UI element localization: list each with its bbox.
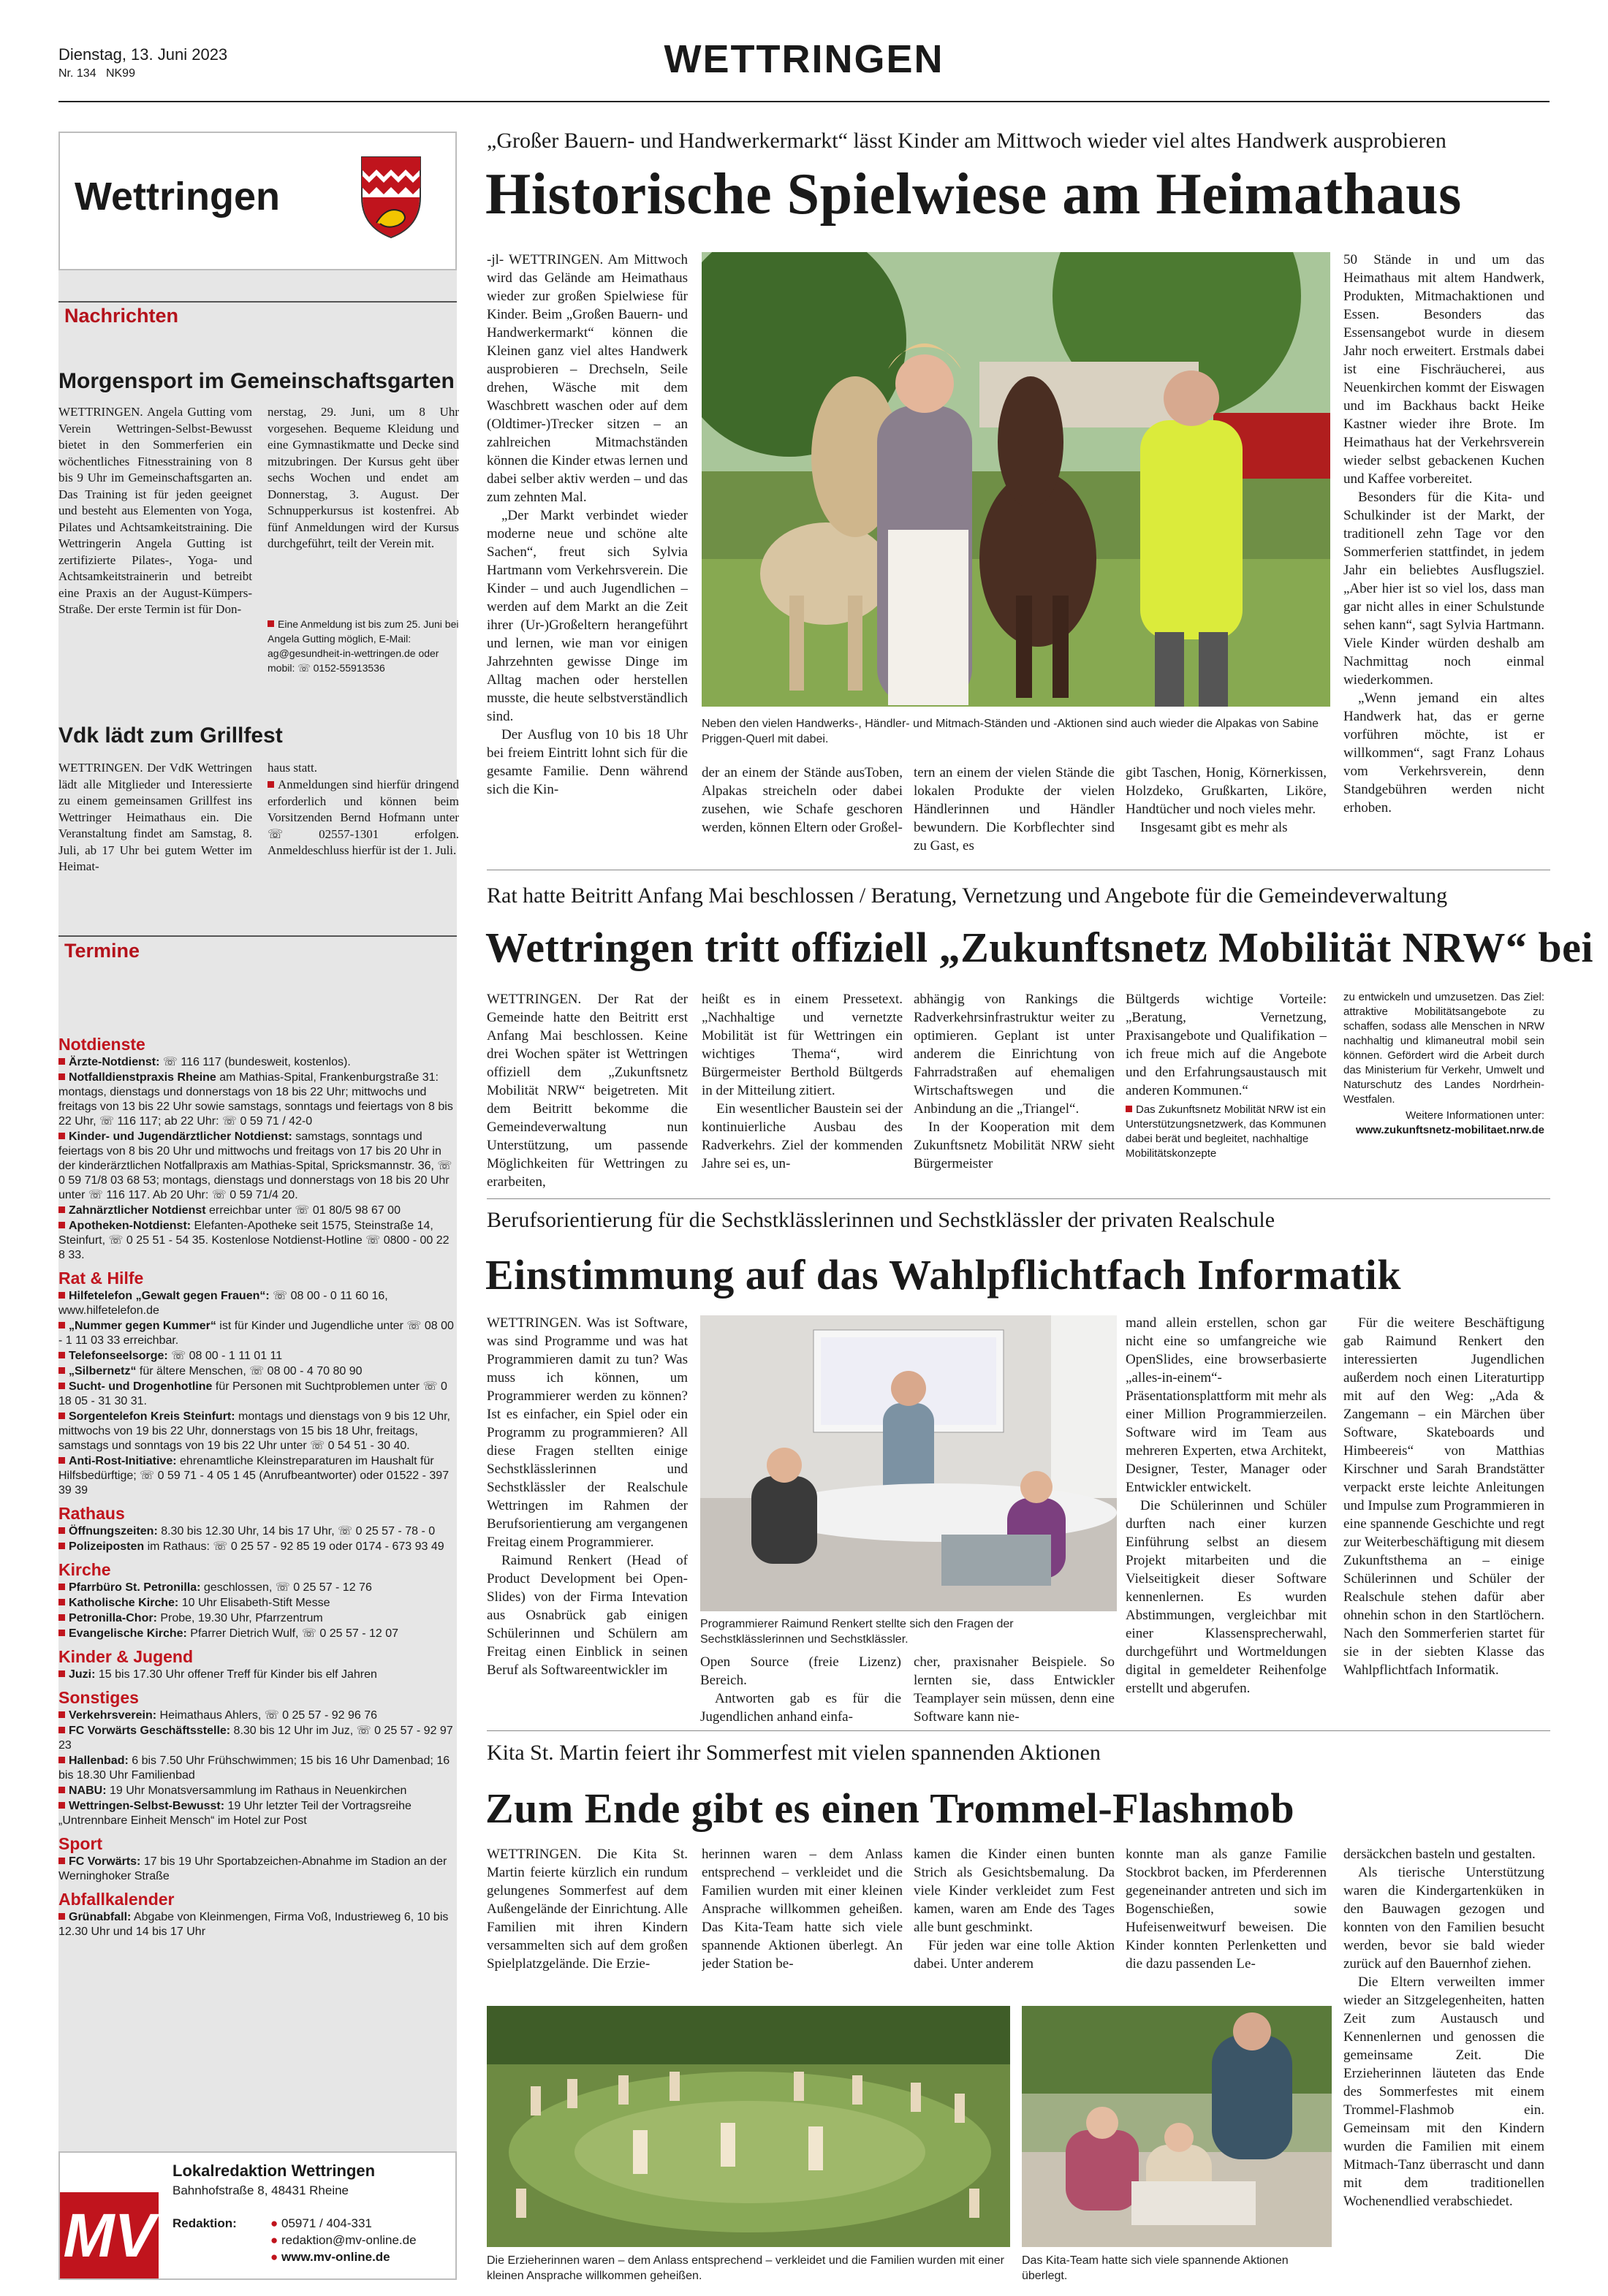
article3-caption: Programmierer Raimund Renkert stellte sich den Fragen der Sechstklässlerinnen und Sechstklässler. — [700, 1618, 1014, 1646]
sonstiges-item: NABU: 19 Uhr Monatsversammlung im Rathaus in Neuenkirchen — [58, 1784, 457, 1798]
vdk-col2a: haus statt. — [268, 761, 317, 775]
article4-caption2: Das Kita-Team hatte sich viele spannende Aktionen überlegt. — [1022, 2254, 1289, 2282]
kirche-heading: Kirche — [58, 1560, 111, 1579]
article3-c1: WETTRINGEN. Was ist Software, was sind Programme und was hat Programmieren damit zu tun? Was muss ich können, um Programmierer werden zu können? Ist es einfacher, ein Spiel oder ein Programm zu programmieren? All diese Fragen stellten einige Sechstklässlerinnen und Sechstklässler der Realschule Wettringen im Rahmen der Berufsorientierung am vergangenen Freitag einem Programmierer. Raimund Renkert (Head of Product Development bei Open-Slides) von der Firma Intevation aus Osnabrück gab einigen Schülerinnen und Schülern am Freitag einen Einblick in seinen Beruf als Softwareentwickler im — [487, 1315, 688, 1678]
footer-address: Bahnhofstraße 8, 48431 Rheine — [172, 2183, 349, 2197]
rathaus-item: Polizeiposten im Rathaus: ☏ 0 25 57 - 92 85 19 oder 0174 - 673 93 49 — [58, 1540, 457, 1554]
rat-item: „Nummer gegen Kummer“ ist für Kinder und Jugendliche unter ☏ 08 00 - 1 11 03 33 erreichbar. — [58, 1320, 454, 1347]
kinder-list — [58, 1668, 457, 1682]
article4-c4: konnte man als ganze Familie Stockbrot backen, im Pferderennen gegeneinander antreten und sich im Bogenschießen, sowie Hufeisenweitwurf beweisen. Die Kinder konnten Perlenketten und die dazu passenden Le- — [1126, 1847, 1327, 1972]
rat-item: Sucht- und Drogenhotline für Personen mit Suchtproblemen unter ☏ 0 18 05 - 31 30 31. — [58, 1380, 447, 1407]
article2-c1: WETTRINGEN. Der Rat der Gemeinde hatte den Beitritt erst Anfang Mai beschlossen. Keine drei Wochen später ist Wettringen offiziell dem „Zukunftsnetz Mobilität NRW“ beigetreten. Mit dem Beitritt bekomme die Gemeindeverwaltung nun Unterstützung, um passende Möglichkeiten für Wettringen zu erarbeiten, — [487, 992, 688, 1190]
article2-c2: heißt es in einem Pressetext. „Nachhaltige und vernetzte Mobilität ist für Wettringen ein wichtiges Thema“, wird Bürgermeister Berthold Bültgerds in der Mitteilung zitiert. Ein wesentlicher Baustein sei der kontinuierliche Ausbau des Radverkehrs. Ziel der kommenden Jahre sei es, un- — [702, 992, 903, 1171]
sonstiges-list — [58, 1708, 457, 1828]
article2-c5: zu entwickeln und umzusetzen. Das Ziel: attraktive Mobilitätsangebote zu schaffen, sodass alle Menschen in NRW nachhaltig und klimaneutral mobil sein können. Gefördert wird die Arbeit durch das Ministerium für Verkehr, Umwelt und Naturschutz des Landes Nordrhein-Westfalen. Weitere Informationen unter: www.zukunftsnetz-mobilitaet.nrw.de — [1343, 991, 1544, 1136]
article3-headline: Einstimmung auf das Wahlpflichtfach Informatik — [485, 1251, 1402, 1299]
sport-list — [58, 1855, 457, 1884]
article3-c3: mand allein erstellen, schon gar nicht eine so umfangreiche wie OpenSlides, eine browserbasierte „alles-in-einem“-Präsentationsplattform mit mehr als einer Million Programmierzeilen. Software wird im Team aus mehreren Experten, etwa Architekt, Designer, Tester, Manager oder Entwickler entwickelt. Die Schülerinnen und Schüler durften nach einer kurzen Einführung selbst an diesem Projekt mitarbeiten und die Vielseitigkeit dieser Software kennenlernen. Es wurden Abstimmungen, vergleichbar mit einer Klassensprecherwahl, durchgeführt und Wortmeldungen digital in gemeldeter Reihenfolge erstellt und abgerufen. — [1126, 1315, 1327, 1696]
abfall-heading: Abfallkalender — [58, 1890, 175, 1909]
kirche-list — [58, 1581, 457, 1641]
notdienste-heading: Notdienste — [58, 1035, 145, 1054]
kirche-item: Evangelische Kirche: Pfarrer Dietrich Wulf, ☏ 0 25 57 - 12 07 — [58, 1627, 457, 1641]
article3-c4: Für die weitere Beschäftigung gab Raimund Renkert den interessierten Jugendlichen außerdem noch einen Literaturtipp mit auf den Weg: „Ada & Zangemann – ein Märchen über Software, Skateboards und Himbeereis“ von Matthias Kirschner und Sarah Brandstätter verpackt erste leichte Anleitungen und Impulse zum Programmieren in eine spannende Geschichte und regt zur Weiterbeschäftigung mit diesem Zukunftsthema an – einige Schülerinnen und Schüler der Realschule stehen dafür aber ohnehin schon in den Startlöchern. Nach den Sommerferien startet für sie in der siebten Klasse das Wahlpflichtfach Informatik. — [1343, 1315, 1544, 1678]
section-title: WETTRINGEN — [664, 37, 944, 81]
rathaus-heading: Rathaus — [58, 1504, 125, 1523]
vdk-title: Vdk lädt zum Grillfest — [58, 723, 283, 748]
morgensport-note: Eine Anmeldung ist bis zum 25. Juni bei Angela Gutting möglich, E-Mail: ag@gesundheit-in-wettringen.de oder mobil: ☏ 0152-55913536 — [268, 618, 459, 674]
footer-web[interactable]: ● www.mv-online.de — [270, 2250, 390, 2264]
notdienste-item: Ärzte-Notdienst: ☏ 116 117 (bundesweit, kostenlos). — [58, 1055, 457, 1070]
article1-b1: der an einem der Stände ausToben, Alpakas streicheln oder dabei zusehen, wie Schafe geschoren werden, können Eltern oder Großel- — [702, 765, 903, 835]
article1-colR: 50 Stände in und um das Heimathaus mit altem Handwerk, Produkten, Mitmachaktionen und Essen. Besonders das Essensangebot wurde in diesem Jahr noch erweitert. Erstmals dabei ist eine Fischräucherei, aus Neuenkirchen kommt der Eiswagen und im Backhaus backt Heike Kastner wieder ihre Brote. Im Heimathaus hat der Verkehrsverein wieder selbst gebackenen Kuchen und Kaffee vorbereitet. Besonders für die Kita- und Schulkinder ist der Markt, der traditionell zehn Tage vor den Sommerferien stattfindet, in jedem Jahr ein beliebtes Ausflugsziel. „Aber hier ist so viel los, dass man gar nicht alles in einer Schulstunde sehen kann“, sagt Sylvia Hartmann. Viele Kinder würden deshalb am Nachmittag noch einmal wiederkommen. „Wenn jemand ein altes Handwerk hat, das er gerne vorführen möchte, ist er willkommen“, sagt Franz Lohaus vom Verkehrsverein, denn Standgebühren werden nicht erhoben. — [1343, 252, 1544, 816]
kirche-item: Katholische Kirche: 10 Uhr Elisabeth-Stift Messe — [58, 1596, 457, 1611]
notdienste-item: Kinder- und Jugendärztlicher Notdienst: samstags, sonntags und feiertags von 8 bis 20 Uhr und mittwochs und freitags von 17 bis 20 Uhr in der kinderärztlichen Notfallpraxis am Mathias-Spital, Spricksmannstr. 36, ☏ 0 59 71/8 03 68 53; montags, dienstags und donnerstags von 18 bis 20 Uhr unter ☏ 116 117. Ab 20 Uhr: ☏ 0 59 71/4 20. — [58, 1130, 452, 1201]
article2-c3: abhängig von Rankings die Radverkehrsinfrastruktur weiter zu optimieren. Geplant ist unter anderem die Einrichtung von Fahrradstraßen auf ehemaligen Wirtschaftswegen und die Anbindung an die „Triangel“. In der Kooperation mit dem Zukunftsnetz Mobilität NRW sieht Bürgermeister — [914, 992, 1115, 1171]
article3-kicker: Berufsorientierung für die Sechstklässlerinnen und Sechstklässler der privaten Realschule — [487, 1208, 1275, 1232]
article2-c4: Bültgerds wichtige Vorteile: „Beratung, Vernetzung, Praxisangebote und Qualifikation – ich freue mich auf die Angebote und den Erfahrungsaustausch mit anderen Kommunen.“ Das Zukunftsnetz Mobilität NRW ist ein Unterstützungsnetzwerk, das Kommunen dabei berät und begleitet, nachhaltige Mobilitätskonzepte — [1126, 992, 1327, 1160]
rat-item: Sorgentelefon Kreis Steinfurt: montags und dienstags von 9 bis 12 Uhr, mittwochs von 19 bis 22 Uhr, donnerstags von 15 bis 18 Uhr, freitags, samstags und sonntags von 19 bis 22 Uhr unter ☏ 0 54 51 - 30 40. — [58, 1410, 450, 1452]
morgensport-col2: nerstag, 29. Juni, um 8 Uhr vorgesehen. Bequeme Kleidung und eine Gymnastikmatte und Decke sind mitzubringen. Der Kursus geht über sechs Wochen und endet am Donnerstag, 3. August. Der Schnupperkursus ist kostenfrei. Ab fünf Anmeldungen wird der Kursus durchgeführt, teilt der Verein mit. — [268, 405, 459, 550]
footer-title: Lokalredaktion Wettringen — [172, 2162, 376, 2180]
article4-c2: herinnen waren – dem Anlass entsprechend – verkleidet und die Familien wurden mit einer kleinen Ansprache willkommen geheißen. Das Kita-Team hatte sich viele spannende Aktionen überlegt. An jeder Station be- — [702, 1847, 903, 1972]
mv-logo: MV — [60, 2192, 159, 2278]
sidebar-title: Wettringen — [75, 175, 280, 218]
rat-heading: Rat & Hilfe — [58, 1269, 144, 1288]
article4-c1: WETTRINGEN. Die Kita St. Martin feierte kürzlich ein rundum gelungenes Sommerfest auf dem Außengelände der Einrichtung. Alle Familien mit ihren Kindern versammelten sich auf dem großen Spielplatzgelände. Die Erzie- — [487, 1847, 688, 1972]
article3-rule — [487, 1198, 1550, 1199]
notdienste-section — [58, 1030, 457, 1940]
sonstiges-item: Verkehrsverein: Heimathaus Ahlers, ☏ 0 25 57 - 92 96 76 — [58, 1708, 457, 1723]
sport-item: FC Vorwärts: 17 bis 19 Uhr Sportabzeichen-Abnahme im Stadion an der Werninghoker Straße — [58, 1855, 447, 1882]
kirche-item: Pfarrbüro St. Petronilla: geschlossen, ☏ 0 25 57 - 12 76 — [58, 1581, 457, 1595]
coat-of-arms-icon — [358, 153, 424, 241]
sonstiges-item: Wettringen-Selbst-Bewusst: 19 Uhr letzter Teil der Vortragsreihe „Untrennbare Einheit Mensch“ im Hotel zur Post — [58, 1800, 412, 1827]
article4-c3: kamen die Kinder einen bunten Strich als Gesichtsbemalung. Da viele Kinder verkleidet zum Fest kamen, waren am Ende des Tages alle bunt geschminkt. Für jeden war eine tolle Aktion dabei. Unter anderem — [914, 1847, 1115, 1972]
sonstiges-item: Hallenbad: 6 bis 7.50 Uhr Frühschwimmen; 15 bis 16 Uhr Damenbad; 16 bis 18.30 Uhr Familienbad — [58, 1755, 450, 1782]
vdk-col1: WETTRINGEN. Der VdK Wettringen lädt alle Mitglieder und Interessierte zu einem gemeinsamen Grillfest ins Wettringer Heimathaus ein. Die Veranstaltung findet am Samstag, 8. Juli, ab 17 Uhr bei gutem Wetter im Heimat- — [58, 761, 252, 873]
rathaus-list — [58, 1524, 457, 1554]
sonstiges-heading: Sonstiges — [58, 1688, 139, 1707]
termine-heading: Termine — [64, 940, 140, 962]
rat-item: Anti-Rost-Initiative: ehrenamtliche Kleinstreparaturen im Haushalt für Hilfsbedürftige; ☏ 0 59 71 - 4 05 1 45 (Anrufbeantworter) oder 01522 - 397 39 39 — [58, 1455, 450, 1497]
article3-b1: Open Source (freie Lizenz) Bereich. Antworten gab es für die Jugendlichen anhand einfa- — [700, 1654, 901, 1725]
kinder-item: Juzi: 15 bis 17.30 Uhr offener Treff für Kinder bis elf Jahren — [58, 1668, 457, 1682]
vdk-col2b: Anmeldungen sind hierfür dringend erforderlich und können beim Vorsitzenden Bernd Hofmann unter ☏ 02557-1301 erfolgen. Anmeldeschluss hierfür ist der 1. Juli. — [268, 778, 459, 857]
notdienste-item: Apotheken-Notdienst: Elefanten-Apotheke seit 1575, Steinstraße 14, Steinfurt, ☏ 0 25 51 - 54 35. Kostenlose Notdienst-Hotline ☏ 0800 - 00 22 8 33. — [58, 1220, 450, 1261]
article1-headline: Historische Spielwiese am Heimathaus — [485, 162, 1462, 227]
article4-kicker: Kita St. Martin feiert ihr Sommerfest mit vielen spannenden Aktionen — [487, 1741, 1101, 1765]
morgensport-col1: WETTRINGEN. Angela Gutting vom Verein Wettringen-Selbst-Bewusst bietet in den Sommerferien ein wöchentliches Fitnesstraining von 8 bis 9 Uhr im Gemeinschaftsgarten an. Das Training ist für jeden geeignet und besteht aus Elementen von Yoga, Pilates und Achtsamkeitstraining. Die Wettringerin Angela Gutting ist zertifizierte Pilates-, Yoga- und Achtsamkeitstrainerin und betreibt eine Praxis an der August-Kümpers-Straße. Der erste Termin ist für Don- — [58, 405, 252, 616]
article4-rule — [487, 1730, 1550, 1731]
sport-heading: Sport — [58, 1834, 103, 1853]
abfall-item: Grünabfall: Abgabe von Kleinmengen, Firma Voß, Industrieweg 6, 10 bis 12.30 Uhr und 14 bis 17 Uhr — [58, 1911, 449, 1938]
rat-list — [58, 1289, 457, 1498]
notdienste-item: Zahnärztlicher Notdienst erreichbar unter ☏ 01 80/5 98 67 00 — [58, 1204, 457, 1218]
issue-date: Dienstag, 13. Juni 2023 — [58, 45, 228, 64]
flashmob-photo — [487, 2006, 1010, 2247]
header-rule — [58, 101, 1550, 102]
article2-kicker: Rat hatte Beitritt Anfang Mai beschlossen / Beratung, Vernetzung und Angebote für die Gemeindeverwaltung — [487, 883, 1448, 908]
kirche-item: Petronilla-Chor: Probe, 19.30 Uhr, Pfarrzentrum — [58, 1611, 457, 1626]
kinder-heading: Kinder & Jugend — [58, 1647, 194, 1666]
article1-b3: gibt Taschen, Honig, Körnerkissen, Holzdeko, Grußkarten, Liköre, Handtücher und noch vieles mehr. Insgesamt gibt es mehr als — [1126, 765, 1327, 835]
rathaus-item: Öffnungszeiten: 8.30 bis 12.30 Uhr, 14 bis 17 Uhr, ☏ 0 25 57 - 78 - 0 — [58, 1524, 457, 1539]
nachrichten-heading: Nachrichten — [64, 305, 179, 327]
article4-caption1: Die Erzieherinnen waren – dem Anlass entsprechend – verkleidet und die Familien wurden mit einer kleinen Ansprache willkommen geheißen. — [487, 2254, 1004, 2282]
rat-item: Telefonseelsorge: ☏ 08 00 - 1 11 01 11 — [58, 1349, 457, 1364]
sonstiges-item: FC Vorwärts Geschäftsstelle: 8.30 bis 12 Uhr im Juz, ☏ 0 25 57 - 92 97 23 — [58, 1725, 453, 1752]
article3-b2: cher, praxisnaher Beispiele. So lernten sie, dass Entwickler Teamplayer sein müssen, denn eine Software kann nie- — [914, 1654, 1115, 1725]
notdienste-item: Notfalldienstpraxis Rheine am Mathias-Spital, Frankenburgstraße 31: montags, dienstags und donnerstags von 18 bis 22 Uhr; mittwochs und freitags von 13 bis 22 Uhr sowie samstags, sonntags und feiertags von 8 bis 22 Uhr, ☏ 116 117; ab 22 Uhr: ☏ 0 59 71 / 42-0 — [58, 1071, 453, 1128]
footer-phone: ● 05971 / 404-331 — [270, 2216, 372, 2230]
rat-item: „Silbernetz“ für ältere Menschen, ☏ 08 00 - 4 70 80 90 — [58, 1364, 457, 1379]
abfall-list — [58, 1910, 457, 1939]
rat-item: Hilfetelefon „Gewalt gegen Frauen“: ☏ 08 00 - 0 11 60 16, www.hilfetelefon.de — [58, 1290, 388, 1317]
morgensport-title: Morgensport im Gemeinschaftsgarten — [58, 369, 455, 393]
kita-photo — [1022, 2006, 1332, 2247]
footer-email[interactable]: ● redaktion@mv-online.de — [270, 2233, 417, 2247]
article4-headline: Zum Ende gibt es einen Trommel-Flashmob — [485, 1784, 1295, 1832]
footer-label: Redaktion: — [172, 2216, 237, 2230]
article4-c5: dersäckchen basteln und gestalten. Als tierische Unterstützung waren die Kindergartenküken in den Bauwagen gezogen und konnten von den Familien besucht werden, bevor sie bald wieder zurück auf den Bauernhof ziehen. Die Eltern verweilten immer wieder an Sitzgelegenheiten, hatten Zeit zum Austausch und Kennenlernen und genossen die gemeinsame Zeit. Die Erzieherinnen läuteten das Ende des Sommerfestes mit einem Trommel-Flashmob ein. Gemeinsam mit den Kindern wurden die Familien mit einem Mitmach-Tanz überrascht und dann mit dem traditionellen Wochenendlied verabschiedet. — [1343, 1847, 1544, 2209]
notdienste-list — [58, 1055, 457, 1263]
article1-kicker: „Großer Bauern- und Handwerkermarkt“ lässt Kinder am Mittwoch wieder viel altes Handwerk ausprobieren — [487, 129, 1446, 153]
nachrichten-bar — [58, 301, 457, 303]
article1-col1: -jl- WETTRINGEN. Am Mittwoch wird das Gelände am Heimathaus wieder zur großen Spielwiese für Kinder. Beim „Großen Bauern- und Handwerkermarkt“ können die Kleinen ganz viel altes Handwerk ausprobieren – Drechseln, Seile drehen, Wäsche mit dem Waschbrett waschen oder auf dem (Oldtimer-)Trecker sitzen – an zahlreichen Mitmachständen können die Kinder etwas lernen und dabei selber aktiv werden – und das zum zehnten Mal. „Der Markt verbindet wieder moderne neue und schöne alte Sachen“, freut sich Sylvia Hartmann vom Verkehrsverein. Die Kinder – und auch Jugendlichen – werden auf dem Markt an die Zeit ihrer (Ur-)Großeltern herangeführt und lernen, wie man vor einigen Jahrzehnten gewisse Dinge im Alltag machen oder herstellen musste, die heute selbstverständlich sind. Der Ausflug von 10 bis 18 Uhr bei freiem Eintritt lohnt sich für die gesamte Familie. Denn während sich die Kin- — [487, 252, 688, 797]
article2-headline: Wettringen tritt offiziell „Zukunftsnetz Mobilität NRW“ bei — [485, 924, 1593, 971]
classroom-photo — [700, 1315, 1117, 1611]
article1-b2: tern an einem der vielen Stände die lokalen Produkte der vielen Händlerinnen und Händler bewundern. Die Korbflechter sind zu Gast, es — [914, 765, 1115, 854]
alpaca-photo — [702, 252, 1330, 707]
issue-number: Nr. 134 NK99 — [58, 67, 135, 80]
article1-caption: Neben den vielen Handwerks-, Händler- und Mitmach-Ständen und -Aktionen sind auch wieder die Alpakas von Sabine Priggen-Querl mit dabei. — [702, 718, 1319, 745]
termine-bar — [58, 935, 457, 937]
